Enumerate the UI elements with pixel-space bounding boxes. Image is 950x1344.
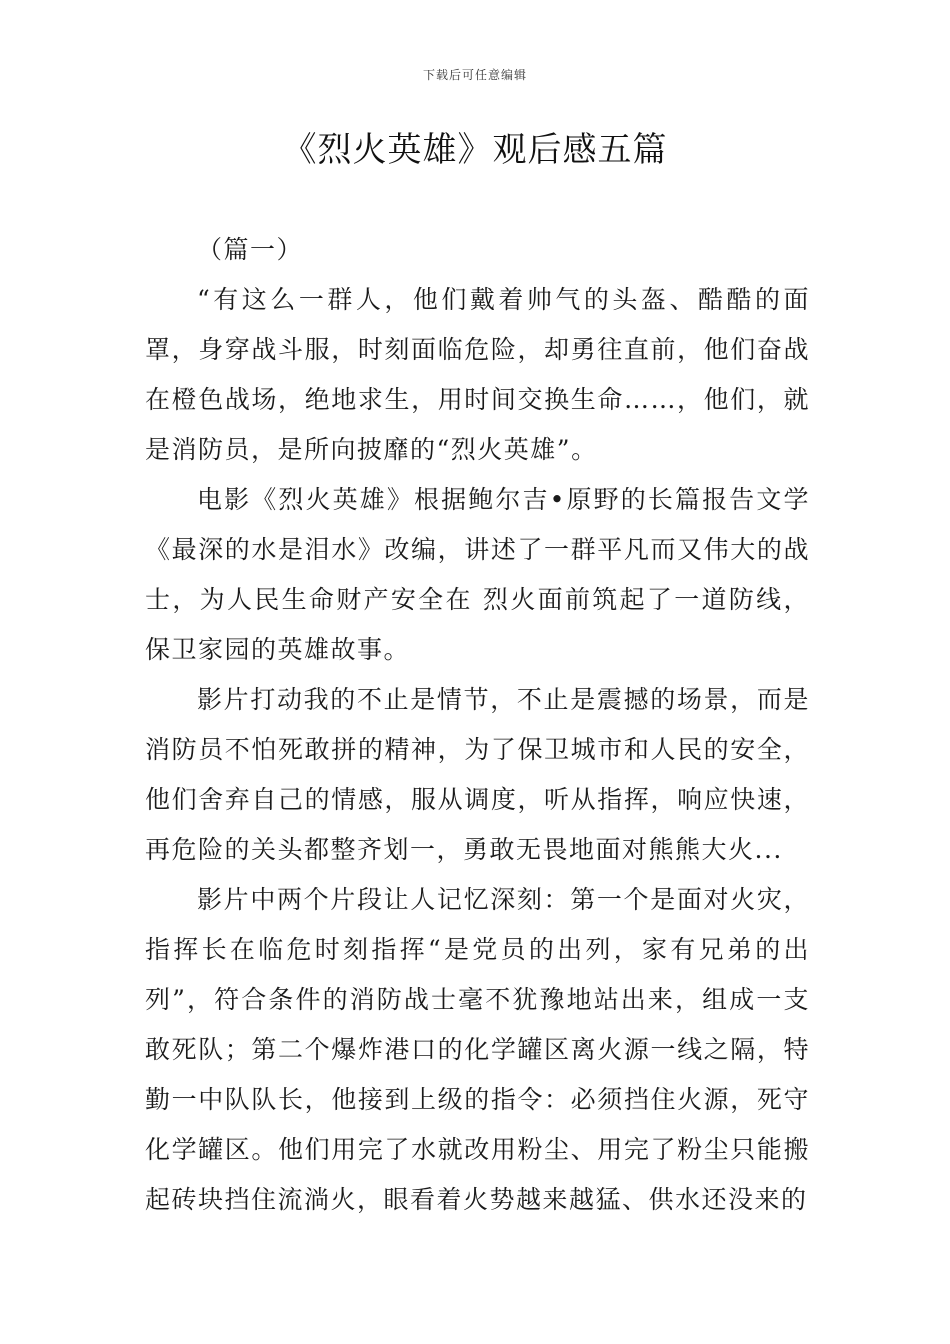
- paragraph-1: “有这么一群人，他们戴着帅气的头盔、酷酷的面罩，身穿战斗服，时刻面临危险，却勇往直前，他们奋战在橙色战场，绝地求生，用时间交换生命……，他们，就是消防员，是所向披靡的“烈火英雄”。: [145, 285, 810, 464]
- page-title: 《烈火英雄》观后感五篇: [282, 130, 668, 170]
- paragraph-2: 电影《烈火英雄》根据鲍尔吉•原野的长篇报告文学《最深的水是泪水》改编，讲述了一群平凡而又伟大的战士，为人民生命财产安全在 烈火面前筑起了一道防线，保卫家园的英雄故事。: [145, 485, 810, 664]
- document-body: [145, 225, 810, 1225]
- section-label: （篇一）: [197, 235, 304, 264]
- paragraph-3: 影片打动我的不止是情节，不止是震撼的场景，而是消防员不怕死敢拼的精神，为了保卫城市和人民的安全，他们舍弃自己的情感，服从调度，听从指挥，响应快速，再危险的关头都整齐划一，勇敢无畏地面对熊熊大火...: [145, 685, 810, 864]
- header-note: 下载后可任意编辑: [422, 68, 527, 82]
- paragraph-4: 影片中两个片段让人记忆深刻：第一个是面对火灾，指挥长在临危时刻指挥“是党员的出列，家有兄弟的出列”，符合条件的消防战士毫不犹豫地站出来，组成一支敢死队；第二个爆炸港口的化学罐区离火源一线之隔，特勤一中队队长，他接到上级的指令：必须挡住火源，死守化学罐区。他们用完了水就改用粉尘、用完了粉尘只能搬起砖块挡住流淌火，眼看着火势越来越猛、供水还没来的: [145, 885, 810, 1214]
